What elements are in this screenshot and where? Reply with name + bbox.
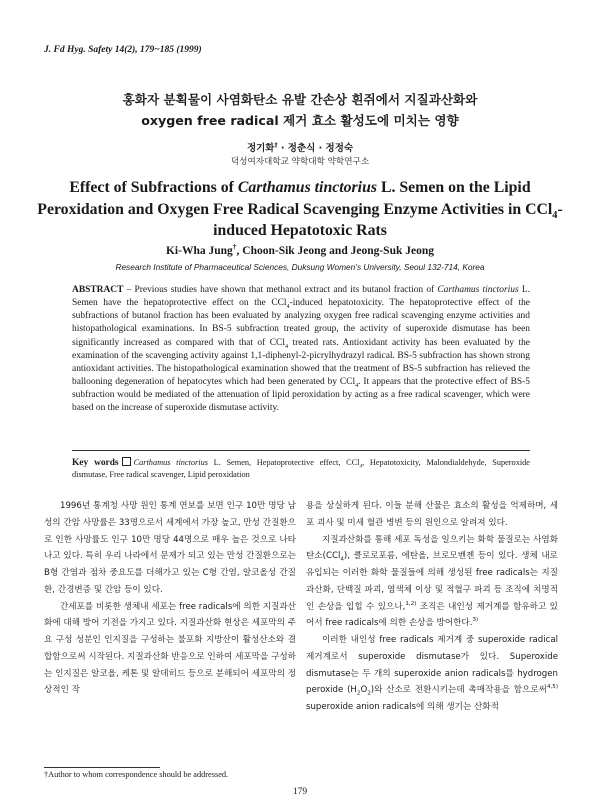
footnote-divider — [44, 767, 160, 768]
abstract-subscript: 4 — [284, 343, 289, 350]
keywords — [72, 450, 530, 482]
abstract-text: -induced hepatotoxicity. The hepatoprotective effect of the subfractions of butanol fraction has been evaluated by analyzing oxygen free radical scavenging enzyme activities and histopathological examinations. In BS-5 subfraction treated group, the activity of superoxide dismutase has been significantly increased as compared with that of CCl — [72, 298, 530, 348]
corresponding-mark: † — [274, 141, 278, 149]
journal-reference: J. Fd Hyg. Safety 14(2), 179~185 (1999) — [44, 45, 202, 55]
body-text: )와 산소로 전환시키는데 촉매작용을 함으로써 — [370, 685, 547, 696]
body-text: 이러한 내인성 free radicals 제거계 중 superoxide radical 제거계로서 superoxide dismutase가 있다. Superoxide dismutase는 두 개의 superoxide anion radicals를 hydrogen peroxide (H — [306, 635, 558, 696]
keywords-species: Carthamus tinctorius — [133, 458, 208, 467]
korean-title-line-1: 홍화자 분획물이 사염화탄소 유발 간손상 흰쥐에서 지질과산화와 — [122, 92, 478, 107]
body-subscript: 2 — [356, 690, 361, 697]
body-text: 지질과산화를 통해 세포 독성을 일으키는 화학 물질로는 사염화탄소(CCl — [306, 534, 558, 562]
body-paragraph: 간세포를 비롯한 생체내 세포는 free radicals에 의한 지질과산화에 대해 방어 기전을 가지고 있다. 지질과산화 현상은 세포막의 주요 구성 성분인 인지질을 구성하는 불포화 지방산이 활성산소와 결합함으로써 시작된다. 지질과산화 반응으로 인하여 세포막을 구성하는 인지질은 알코올, 케톤 및 알데히드 등으로 분해되어 세포막의 정상적인 작 — [44, 601, 296, 696]
body-text: ), 클로로포름, 에탄올, 브로모벤젠 등이 있다. 생체 내로 유입되는 이러한 화학 물질들에 의해 생성된 free radicals는 지질과산화, 단백질 파괴, 염색체 이상 및 적혈구 파괴 등 조직에 치명적인 손상을 입힐 수 있으나, — [306, 551, 558, 612]
korean-affiliation: 덕성여자대학교 약학대학 약학연구소 — [230, 157, 370, 167]
checkbox-icon — [122, 457, 131, 466]
abstract-text: . It appears that the protective effect of BS-5 subfraction would be mediated of the attenuation of lipid peroxidation by acting as a free radical scavenger, which were based on the increase of superoxide dismutase activity. — [72, 377, 530, 414]
korean-title-line-2: oxygen free radical 제거 효소 활성도에 미치는 영향 — [141, 113, 459, 128]
abstract — [72, 284, 530, 416]
citation-mark: 3) — [472, 617, 479, 624]
abstract-subscript: 4 — [355, 382, 359, 389]
citation-mark: 4,5) — [546, 684, 559, 691]
page-number: 179 — [292, 787, 308, 797]
english-title-part: Effect of Subfractions of — [69, 179, 238, 196]
body-paragraph: 용을 상실하게 된다. 이들 분해 산물은 효소의 활성을 억제하며, 세포 괴사 및 미세 혈관 병변 등의 원인으로 알려져 있다. — [306, 501, 558, 528]
english-affiliation: Research Institute of Pharmaceutical Sciences, Duksung Women’s University, Seoul 132-714, Korea — [115, 262, 485, 272]
body-paragraph — [306, 632, 558, 716]
abstract-text: treated rats. Antioxidant activity has been evaluated by the examination of the scavenging activity against 1,1-diphenyl-2-picrylhydrazyl radical. BS-5 subfraction has shown strong antioxidant activities. The histopathological examination showed that the treatment of BS-5 subfraction has relieved the ballooning degeneration of hepatocytes which had been generated by CCl — [72, 337, 530, 388]
english-title — [30, 177, 570, 242]
citation-mark: 1,2) — [405, 600, 417, 607]
korean-author-rest: · 정춘식 · 정정숙 — [277, 143, 354, 154]
abstract-label: ABSTRACT — [72, 285, 124, 295]
english-author-rest: , Choon-Sik Jeong and Jeong-Suk Jeong — [236, 245, 434, 257]
keywords-label: Key words — [72, 458, 119, 468]
body-column-left — [44, 498, 296, 699]
body-text: O — [360, 685, 368, 696]
abstract-text: L. Semen have the hepatoprotective effect on the CCl — [72, 285, 530, 309]
body-text: superoxide anion radicals에 의해 생기는 산화적 — [306, 702, 499, 712]
body-text: 조직은 내인성 제거계를 함유하고 있어서 free radicals에 의한 손상을 방어한다. — [306, 601, 558, 629]
keywords-text: , Hepatotoxicity, Malondialdehyde, Superoxide dismutase, Free radical scavenger, Lipid peroxidation — [72, 458, 530, 480]
english-title-part: L. Semen on the Lipid Peroxidation and Oxygen Free Radical Scavenging Enzyme Activities in CCl — [37, 179, 553, 218]
abstract-subscript: 4 — [286, 304, 290, 311]
english-title-part: -induced Hepatotoxic Rats — [213, 200, 563, 239]
body-paragraph — [306, 532, 558, 633]
abstract-text: – Previous studies have shown that methanol extract and its butanol fraction of — [123, 285, 438, 295]
english-title-species: Carthamus tinctorius — [237, 179, 377, 196]
korean-authors — [40, 140, 560, 154]
english-author-first: Ki-Wha Jung — [165, 245, 233, 257]
abstract-species: Carthamus tinctorius — [437, 285, 519, 295]
korean-author-first: 정기화 — [246, 143, 275, 154]
body-paragraph: 1996년 통계청 사망 원인 통계 연보를 보면 인구 10만 명당 남성의 간암 사망률은 33명으로서 세계에서 가장 높고, 만성 간질환으로 인한 사망률도 인구 10만 명당 44명으로 매우 높은 것으로 나타나고 있다. 특히 우리 나라에서 문제가 되고 있는 만성 간질환으로는 B형 간염과 점차 중요도를 더해가고 있는 C형 간염, 알코올성 간질환, 간경변증 및 간암 등이 있다. — [44, 501, 296, 595]
english-authors — [40, 242, 560, 257]
body-column-right — [306, 498, 558, 716]
keywords-subscript: 4 — [359, 463, 363, 470]
body-subscript: 4 — [340, 556, 344, 563]
body-subscript: 2 — [367, 690, 371, 697]
corresponding-mark: † — [232, 242, 237, 252]
english-title-subscript: 4 — [552, 209, 558, 221]
korean-title — [40, 89, 560, 131]
footnote: †Author to whom correspondence should be addressed. — [44, 770, 229, 779]
keywords-text: L. Semen, Hepatoprotective effect, CCl — [207, 458, 360, 467]
